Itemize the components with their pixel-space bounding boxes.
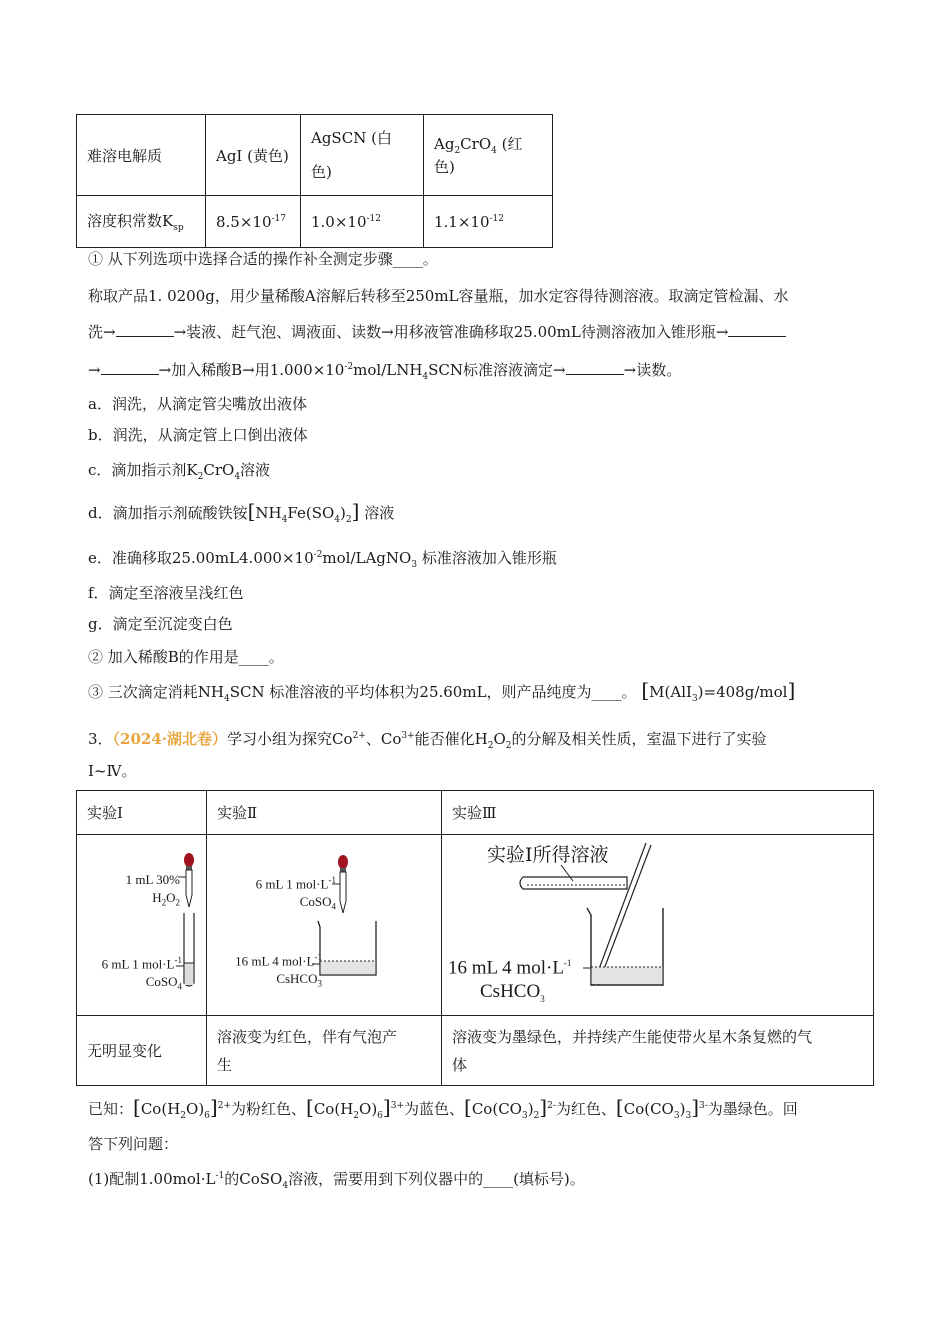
q3-line: ③ 三次滴定消耗$NH_4SCN$ 标准溶液的平均体积为25.60mL，则产品纯度为____。 [M(AlI$_3$)=408g/mol] <box>88 678 796 704</box>
exp-header-2: 实验Ⅱ <box>207 791 442 835</box>
q1-line2: 称取产品1. 0200g，用少量稀酸A溶解后转移至250mL容量瓶，加水定容得待测溶液。取滴定管检漏、水 <box>88 287 789 305</box>
fig2-top-label: 6 mL 1 $mol\cdot L^{-1}$ CoSO$_4$ <box>255 875 336 912</box>
known-line1: 已知：$[Co(H_2O)_6]^{2+}$为粉红色、$[Co(H_2O)_6]^{3+}$为蓝色、$[Co(CO_3)_2]^{2-}$为红色、$[Co(CO_3)_3]^{3-}$为墨绿色。回 <box>88 1095 798 1121</box>
fig3-bottom-label: 16 mL 4 $mol\cdot L^{-1}$ CsHCO$_3$ <box>448 957 572 1005</box>
problem3-line1: 3．（2024·湖北卷）学习小组为探究$Co^{2+}$、$Co^{3+}$能否催化$H_2O_2$的分解及相关性质，室温下进行了实验 <box>88 730 767 751</box>
fig1-bottom-label: 6 mL 1 $mol\cdot L^{-1}$ CoSO$_4$ <box>101 955 182 992</box>
ksp-table <box>76 114 553 248</box>
exp-header-3: 实验Ⅲ <box>442 791 874 835</box>
q1-line4: → →加入稀酸B→用$1.000\times 10^{-2}mol/LNH_4SCN$标准溶液滴定→ →读数。 <box>88 361 682 382</box>
option-g: g．滴定至沉淀变白色 <box>88 615 233 633</box>
option-f: f．滴定至溶液呈浅红色 <box>88 584 244 602</box>
fig2-bottom-label: 16 mL 4 $mol\cdot L^{-1}$ CsHCO$_3$ <box>235 952 322 989</box>
problem3-line2: Ⅰ~Ⅳ。 <box>88 762 137 780</box>
ksp-header-agscn: AgSCN (白 色) <box>301 115 424 196</box>
fig1-top-label: 1 mL 30% $H_2O_2$ <box>125 872 180 908</box>
known-line2: 答下列问题： <box>88 1135 179 1153</box>
option-d: d．滴加指示剂硫酸铁铵$[NH_4Fe(SO_4)_2]$ 溶液 <box>88 499 395 525</box>
exp-result-3: 溶液变为墨绿色，并持续产生能使带火星木条复燃的气 体 <box>442 1016 874 1086</box>
ksp-header-ag2cro4: $Ag_2CrO_4$ (红色) <box>424 115 553 196</box>
exp-result-2: 溶液变为红色，伴有气泡产 生 <box>207 1016 442 1086</box>
ksp-value-agscn: $1.0\times 10^{-12}$ <box>301 196 424 248</box>
ksp-value-agi: $8.5\times 10^{-17}$ <box>206 196 301 248</box>
ksp-header-agi: AgI (黄色) <box>206 115 301 196</box>
q-last-line: (1)配制$1.00mol\cdot L^{-1}$的CoSO$_4$溶液，需要用到下列仪器中的____(填标号)。 <box>88 1170 585 1191</box>
exp-header-1: 实验Ⅰ <box>77 791 207 835</box>
option-c: c．滴加指示剂$K_2CrO_4$溶液 <box>88 461 271 482</box>
fig3-title: 实验Ⅰ所得溶液 <box>487 844 609 866</box>
q2-line: ② 加入稀酸B的作用是____。 <box>88 648 284 666</box>
blank-1[interactable] <box>116 322 174 337</box>
option-e: e．准确移取$25.00mL4.000\times 10^{-2}mol/LAgNO_3$ 标准溶液加入锥形瓶 <box>88 549 557 570</box>
blank-2[interactable] <box>728 322 786 337</box>
q1-line1: ① 从下列选项中选择合适的操作补全测定步骤____。 <box>88 250 438 268</box>
q1-line3: 洗→ →装液、赶气泡、调液面、读数→用移液管准确移取25.00mL待测溶液加入锥形瓶→ <box>88 321 786 343</box>
ksp-value-ag2cro4: $1.1\times 10^{-12}$ <box>424 196 553 248</box>
exp-result-1: 无明显变化 <box>77 1016 207 1086</box>
blank-4[interactable] <box>566 360 624 375</box>
blank-3[interactable] <box>101 360 159 375</box>
ksp-row-label: 溶度积常数$K_{sp}$ <box>77 196 206 248</box>
ksp-header-electrolyte: 难溶电解质 <box>77 115 206 196</box>
option-b: b．润洗，从滴定管上口倒出液体 <box>88 426 308 444</box>
option-a: a．润洗，从滴定管尖嘴放出液体 <box>88 395 307 413</box>
